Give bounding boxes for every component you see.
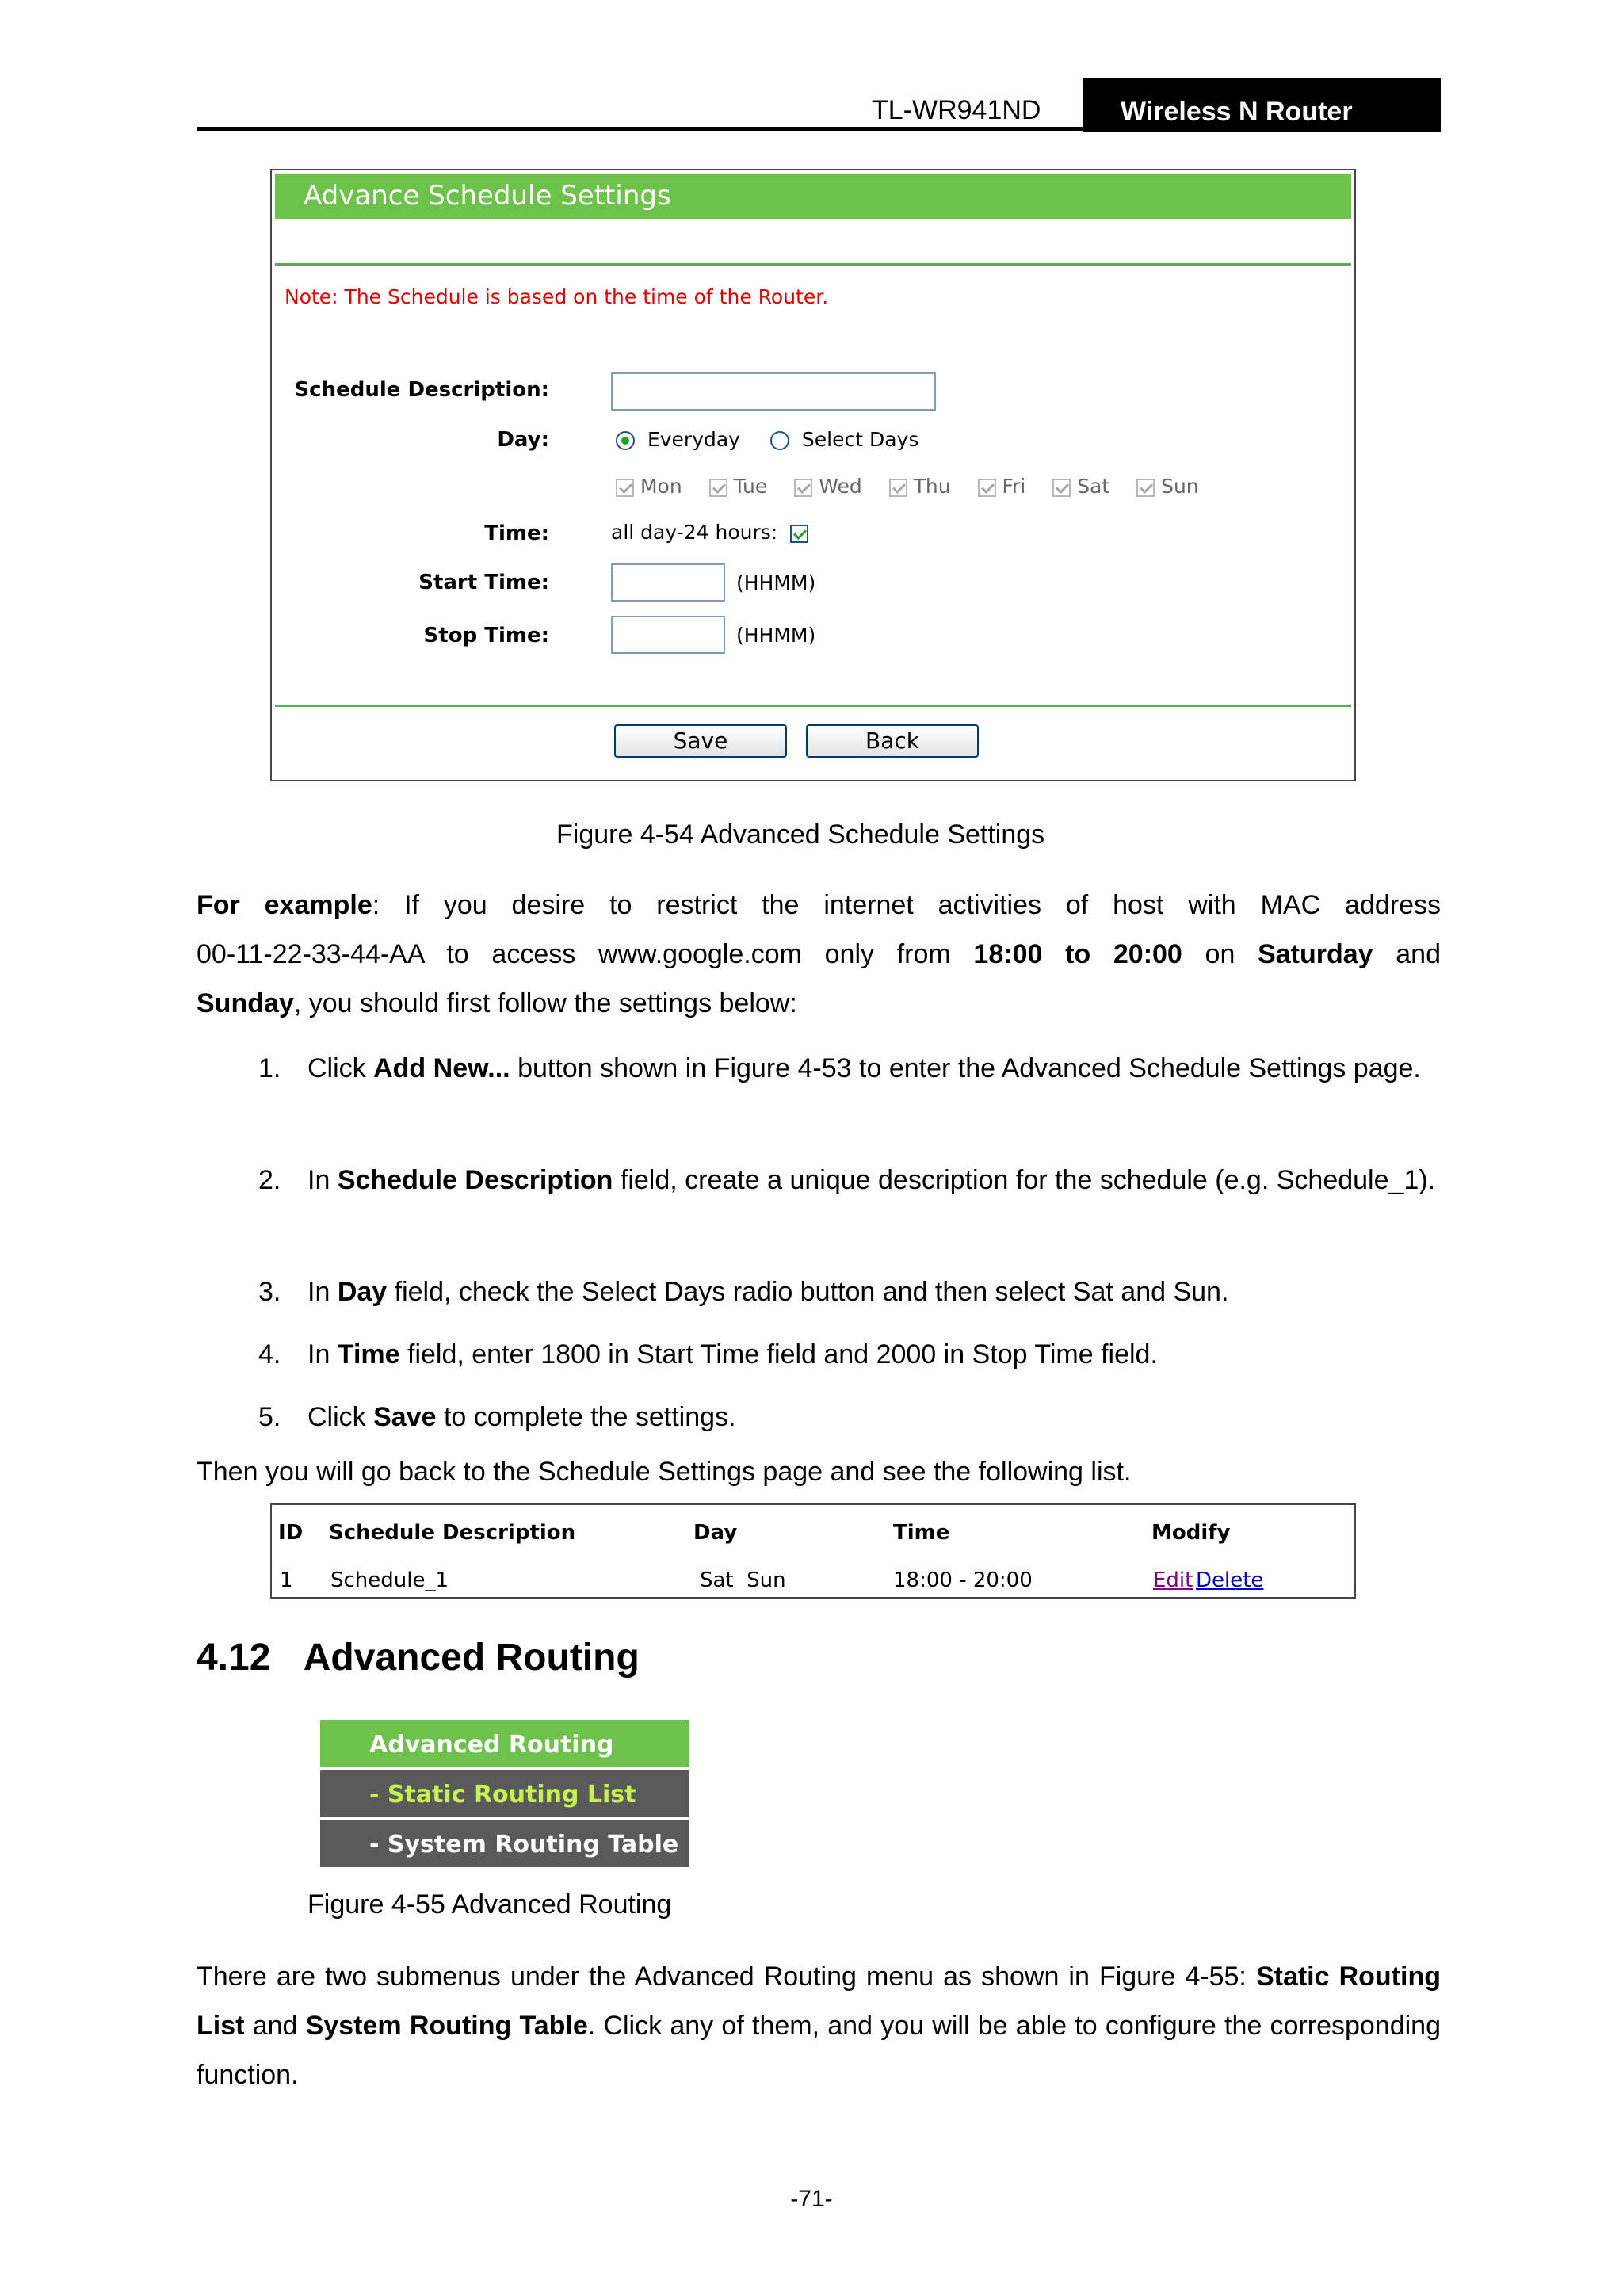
advance-schedule-panel bbox=[270, 169, 1356, 781]
step-2-a: In bbox=[307, 1165, 338, 1195]
closing-system: System Routing Table bbox=[305, 2011, 588, 2041]
everyday-label: Everyday bbox=[647, 428, 740, 451]
example-saturday: Saturday bbox=[1258, 939, 1373, 969]
fri-label: Fri bbox=[1002, 475, 1026, 498]
mon-checkbox[interactable] bbox=[616, 479, 634, 497]
step-5-b: Save bbox=[373, 1402, 437, 1432]
panel-title: Advance Schedule Settings bbox=[275, 174, 1351, 219]
step-3-num: 3. bbox=[258, 1277, 281, 1307]
figure-55-caption: Figure 4-55 Advanced Routing bbox=[307, 1889, 672, 1920]
day-radio-group bbox=[616, 428, 918, 451]
schedule-list-table bbox=[270, 1503, 1356, 1599]
sat-checkbox[interactable] bbox=[1052, 479, 1071, 497]
col-time: Time bbox=[893, 1521, 950, 1545]
time-label: Time: bbox=[484, 521, 549, 545]
step-5 bbox=[258, 1392, 1441, 1442]
select-days-label: Select Days bbox=[801, 428, 919, 451]
col-day: Day bbox=[693, 1521, 738, 1545]
step-4 bbox=[258, 1330, 1441, 1379]
closing-paragraph bbox=[197, 1952, 1441, 2099]
step-4-b: Time bbox=[337, 1339, 400, 1370]
step-4-num: 4. bbox=[258, 1339, 281, 1370]
step-1 bbox=[258, 1044, 1441, 1093]
step-4-c: field, enter 1800 in Start Time field and 2000 in Stop Time field. bbox=[399, 1339, 1158, 1370]
delete-link[interactable]: Delete bbox=[1196, 1568, 1264, 1592]
step-1-b: Add New... bbox=[373, 1053, 510, 1083]
example-sunday: Sunday bbox=[197, 988, 294, 1018]
example-line2e: and bbox=[1373, 939, 1441, 969]
section-title: Advanced Routing bbox=[303, 1637, 640, 1679]
fri-checkbox[interactable] bbox=[978, 479, 996, 497]
step-2-c: field, create a unique description for the schedule (e.g. Schedule_1). bbox=[613, 1165, 1436, 1195]
sun-checkbox[interactable] bbox=[1136, 479, 1155, 497]
day-checkbox-row bbox=[616, 475, 1220, 498]
mon-label: Mon bbox=[640, 475, 682, 498]
step-5-c: to complete the settings. bbox=[436, 1402, 736, 1432]
start-time-label: Start Time: bbox=[418, 571, 549, 594]
section-number: 4.12 bbox=[197, 1637, 271, 1679]
closing-e: . Click any of them, and you will be able to configure the corresponding function. bbox=[197, 2011, 1441, 2090]
select-days-radio[interactable] bbox=[770, 431, 789, 450]
advanced-routing-menu bbox=[320, 1720, 689, 1870]
example-paragraph bbox=[197, 881, 1441, 1028]
schedule-note: Note: The Schedule is based on the time of the Router. bbox=[285, 285, 829, 308]
allday-label: all day-24 hours: bbox=[611, 521, 778, 544]
step-2-num: 2. bbox=[258, 1165, 281, 1195]
wed-checkbox[interactable] bbox=[794, 479, 812, 497]
menu-static-routing-list[interactable]: - Static Routing List bbox=[320, 1770, 689, 1817]
col-description: Schedule Description bbox=[329, 1521, 576, 1545]
wed-label: Wed bbox=[819, 475, 862, 498]
edit-link[interactable]: Edit bbox=[1153, 1568, 1193, 1592]
save-button[interactable]: Save bbox=[614, 724, 787, 758]
start-time-hint: (HHMM) bbox=[736, 571, 816, 594]
sat-label: Sat bbox=[1077, 475, 1110, 498]
tue-checkbox[interactable] bbox=[709, 479, 727, 497]
row-description: Schedule_1 bbox=[330, 1568, 449, 1592]
section-heading bbox=[197, 1636, 640, 1679]
start-time-input[interactable] bbox=[611, 563, 725, 602]
step-2 bbox=[258, 1156, 1441, 1205]
step-2-b: Schedule Description bbox=[337, 1165, 613, 1195]
step-3-a: In bbox=[307, 1277, 338, 1307]
col-id: ID bbox=[278, 1521, 304, 1545]
row-time: 18:00 - 20:00 bbox=[893, 1568, 1033, 1592]
header-model: TL-WR941ND bbox=[872, 95, 1041, 125]
thu-label: Thu bbox=[913, 475, 951, 498]
example-line1: : If you desire to restrict the internet activities of host with MAC address bbox=[372, 890, 1441, 920]
then-text: Then you will go back to the Schedule Settings page and see the following list. bbox=[197, 1457, 1132, 1487]
example-line2a: 00-11-22-33-44-AA to access www.google.com only from bbox=[197, 939, 974, 969]
step-1-c: button shown in Figure 4-53 to enter the Advanced Schedule Settings page. bbox=[510, 1053, 1421, 1083]
closing-static: Static Routing List bbox=[197, 1962, 1441, 2041]
panel-rule-bottom bbox=[275, 705, 1351, 707]
page-number: -71- bbox=[790, 2186, 833, 2212]
panel-rule-top bbox=[275, 263, 1351, 266]
step-3-b: Day bbox=[337, 1277, 388, 1307]
allday-checkbox[interactable] bbox=[790, 525, 808, 543]
menu-system-routing-table[interactable]: - System Routing Table bbox=[320, 1820, 689, 1867]
step-1-a: Click bbox=[307, 1053, 374, 1083]
figure-54-caption: Figure 4-54 Advanced Schedule Settings bbox=[556, 819, 1045, 850]
header-product: Wireless N Router bbox=[1083, 78, 1441, 132]
step-5-num: 5. bbox=[258, 1402, 281, 1432]
example-lead: For example bbox=[197, 890, 372, 920]
everyday-radio[interactable] bbox=[616, 431, 635, 450]
stop-time-input[interactable] bbox=[611, 616, 725, 654]
day-label: Day: bbox=[497, 428, 549, 452]
closing-a: There are two submenus under the Advanced Routing menu as shown in Figure 4-55: bbox=[197, 1962, 1256, 1992]
allday-row bbox=[611, 521, 808, 544]
step-1-num: 1. bbox=[258, 1053, 281, 1083]
sun-label: Sun bbox=[1161, 475, 1199, 498]
stop-time-label: Stop Time: bbox=[423, 624, 549, 648]
example-time-range: 18:00 to 20:00 bbox=[973, 939, 1182, 969]
col-modify: Modify bbox=[1151, 1521, 1231, 1545]
example-line3b: , you should first follow the settings below: bbox=[293, 988, 797, 1018]
step-3 bbox=[258, 1267, 1441, 1316]
back-button[interactable]: Back bbox=[806, 724, 979, 758]
description-label: Schedule Description: bbox=[294, 378, 549, 402]
stop-time-hint: (HHMM) bbox=[736, 624, 816, 647]
thu-checkbox[interactable] bbox=[889, 479, 907, 497]
step-5-a: Click bbox=[307, 1402, 374, 1432]
tue-label: Tue bbox=[733, 475, 768, 498]
description-input[interactable] bbox=[611, 372, 936, 411]
step-3-c: field, check the Select Days radio button and then select Sat and Sun. bbox=[387, 1277, 1229, 1307]
row-id: 1 bbox=[280, 1568, 293, 1592]
menu-advanced-routing[interactable]: Advanced Routing bbox=[320, 1720, 689, 1767]
example-line2c: on bbox=[1182, 939, 1258, 969]
row-day: Sat Sun bbox=[700, 1568, 786, 1592]
closing-c: and bbox=[244, 2011, 306, 2041]
step-4-a: In bbox=[307, 1339, 338, 1370]
